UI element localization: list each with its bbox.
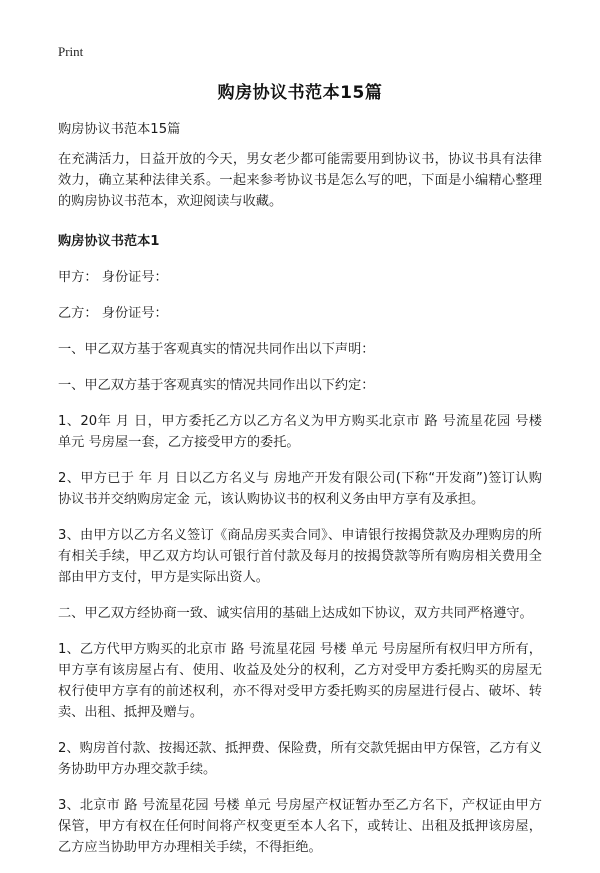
party-a-line: 甲方： 身份证号：	[58, 270, 168, 285]
clause-paragraph: 2、购房首付款、按揭还款、抵押费、保险费，所有交款凭据由甲方保管，乙方有义务协助甲方办理交款手续。	[58, 741, 542, 777]
consensus-heading: 二、甲乙双方经协商一致、诚实信用的基础上达成如下协议，双方共同严格遵守。	[58, 606, 533, 621]
party-b-line: 乙方： 身份证号：	[58, 306, 168, 321]
document-subtitle: 购房协议书范本15篇	[58, 122, 181, 137]
section-heading: 购房协议书范本1	[58, 234, 160, 249]
clause-paragraph: 3、北京市 路 号流星花园 号楼 单元 号房屋产权证暂办至乙方名下，产权证由甲方保管，甲方有权在任何时间将产权变更至本人名下，或转让、出租及抵押该房屋，乙方应当协助甲方办理相关手续，不得拒绝。	[58, 798, 542, 855]
intro-paragraph: 在充满活力，日益开放的今天，男女老少都可能需要用到协议书，协议书具有法律效力，确立某种法律关系。一起来参考协议书是怎么写的吧，下面是小编精心整理的购房协议书范本，欢迎阅读与收藏。	[58, 152, 542, 209]
document-body	[58, 119, 542, 873]
agreement-heading: 一、甲乙双方基于客观真实的情况共同作出以下约定：	[58, 378, 375, 393]
clause-paragraph: 1、乙方代甲方购买的北京市 路 号流星花园 号楼 单元 号房屋所有权归甲方所有，甲方享有该房屋占有、使用、收益及处分的权利，乙方对受甲方委托购买的房屋无权行使甲方享有的前述权利，亦不得对受甲方委托购买的房屋进行侵占、破坏、转卖、出租、抵押及赠与。	[58, 642, 542, 720]
page-title: 购房协议书范本15篇	[217, 83, 383, 103]
clause-paragraph: 1、20年 月 日，甲方委托乙方以乙方名义为甲方购买北京市 路 号流星花园 号楼 单元 号房屋一套，乙方接受甲方的委托。	[58, 414, 542, 450]
print-label: Print	[58, 44, 84, 59]
clause-paragraph: 3、由甲方以乙方名义签订《商品房买卖合同》、申请银行按揭贷款及办理购房的所有相关手续，甲乙双方均认可银行首付款及每月的按揭贷款等所有购房相关费用全部由甲方支付，甲方是实际出资人。	[58, 528, 542, 585]
clause-paragraph: 2、甲方已于 年 月 日以乙方名义与 房地产开发有限公司(下称“开发商”)签订认购协议书并交纳购房定金 元，该认购协议书的权利义务由甲方享有及承担。	[58, 471, 542, 507]
declaration-heading: 一、甲乙双方基于客观真实的情况共同作出以下声明：	[58, 342, 375, 357]
